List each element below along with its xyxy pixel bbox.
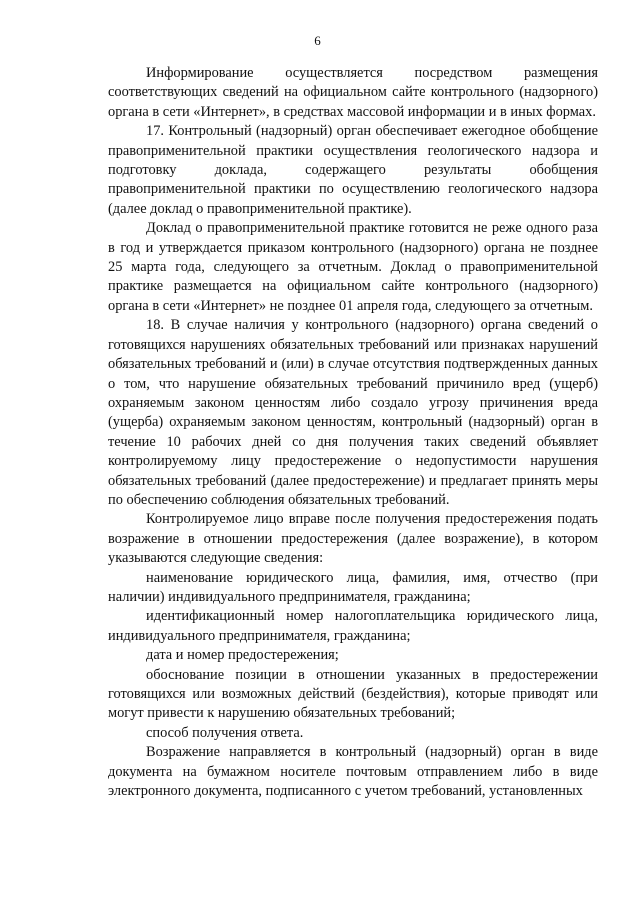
page-number: 6 bbox=[314, 33, 321, 48]
paragraph-submission: Возражение направляется в контрольный (надзорный) орган в виде документа на бумажном носителе почтовым отправлением либо в виде электронного документа, подписанного с учетом требований, установленных bbox=[108, 744, 598, 800]
document-body bbox=[108, 64, 598, 801]
paragraph-report: Доклад о правоприменительной практике готовится не реже одного раза в год и утверждается приказом контрольного (надзорного) органа не позднее 25 марта года, следующего за отчетным. Доклад о правоприменительной практике размещается на официальном сайте контрольного (надзорного) органа в сети «Интернет» не позднее 01 апреля года, следующего за отчетным. bbox=[108, 220, 598, 314]
list-item-name: наименование юридического лица, фамилия, имя, отчество (при наличии) индивидуального предпринимателя, гражданина; bbox=[108, 569, 598, 605]
paragraph-informing: Информирование осуществляется посредством размещения соответствующих сведений на официальном сайте контрольного (надзорного) органа в сети «Интернет», в средствах массовой информации и в иных формах. bbox=[108, 65, 598, 120]
list-item-response-method: способ получения ответа. bbox=[146, 724, 304, 741]
list-item-justification: обоснование позиции в отношении указанных в предостережении готовящихся или возможных действий (бездействия), которые приводят или могут привести к нарушению обязательных требований; bbox=[108, 666, 598, 722]
paragraph-18: 18. В случае наличия у контрольного (надзорного) органа сведений о готовящихся нарушениях обязательных требований или признаках нарушений обязательных требований и (или) в случае отсутствия подтвержденных данных о том, что нарушение обязательных требований причинило вред (ущерб) охраняемым законом ценностям либо создало угрозу причинения вреда (ущерба) охраняемым законом ценностям, контрольный (надзорный) орган в течение 10 рабочих дней со дня получения таких сведений объявляет контролируемому лицу предостережение о недопустимости нарушения обязательных требований (далее предостережение) и предлагает принять меры по обеспечению соблюдения обязательных требований. bbox=[108, 317, 598, 508]
list-item-date-number: дата и номер предостережения; bbox=[146, 647, 339, 664]
paragraph-17: 17. Контрольный (надзорный) орган обеспечивает ежегодное обобщение правоприменительной практики осуществления геологического надзора и подготовку доклада, содержащего результаты обобщения правоприменительной практики по осуществлению геологического надзора (далее доклад о правоприменительной практике). bbox=[108, 123, 598, 217]
paragraph-objection: Контролируемое лицо вправе после получения предостережения подать возражение в отношении предостережения (далее возражение), в котором указываются следующие сведения: bbox=[108, 511, 598, 567]
list-item-tax-id: идентификационный номер налогоплательщика юридического лица, индивидуального предпринимателя, гражданина; bbox=[108, 608, 598, 644]
